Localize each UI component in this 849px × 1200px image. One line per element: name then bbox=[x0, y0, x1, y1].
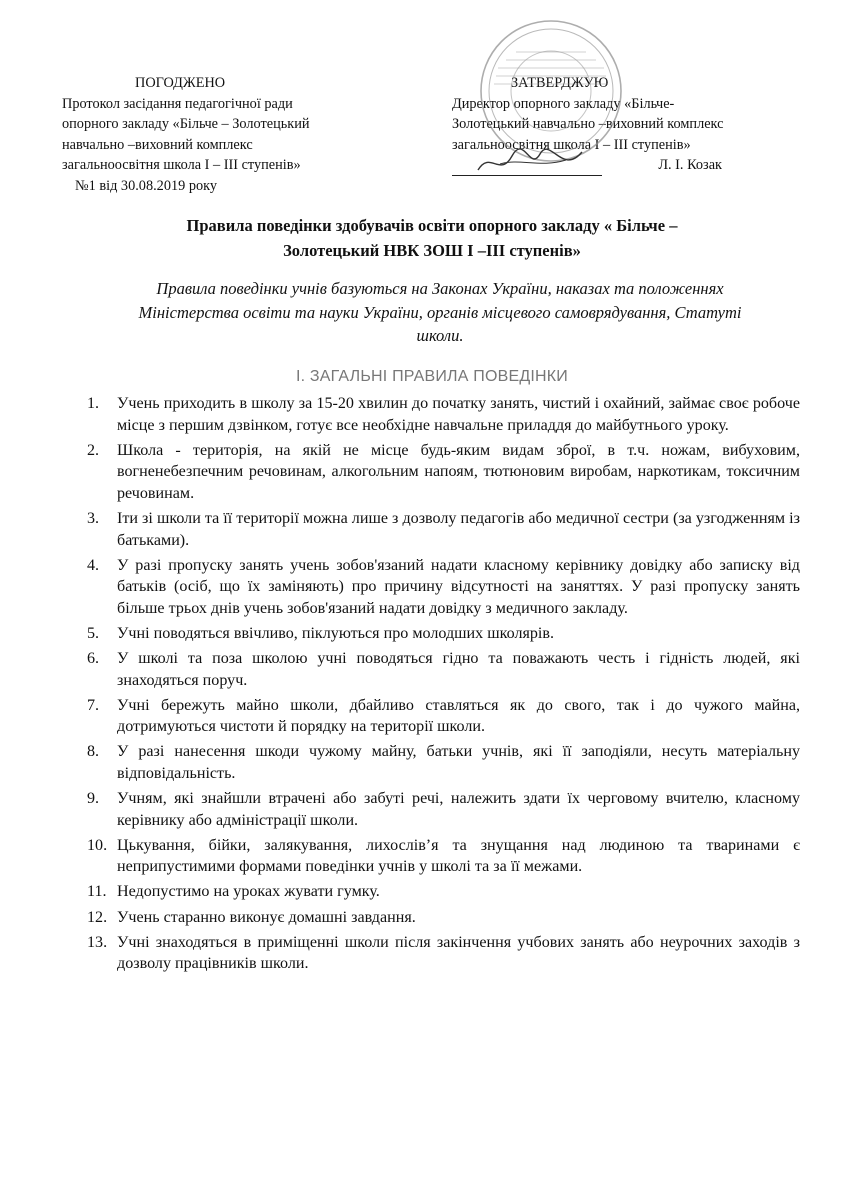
rule-text: У разі пропуску занять учень зобов'язаний надати класному керівнику довідку або записку від батьків (осіб, що їх заміняють) про причину відсутності на заняттях. У разі пропуску занять більше трьох днів учень зобов'язаний надати довідку з медичного закладу. bbox=[117, 556, 800, 617]
rule-number: 4. bbox=[87, 556, 100, 574]
document-title-line-1: Правила поведінки здобувачів освіти опорного закладу « Більче – bbox=[186, 216, 678, 235]
approval-left-line: загальноосвітня школа І – ІІІ ступенів» bbox=[62, 157, 301, 173]
rule-number: 5. bbox=[87, 624, 100, 642]
approval-left-line: опорного закладу «Більче – Золотецький bbox=[62, 116, 310, 132]
rule-item bbox=[87, 623, 800, 645]
rule-item bbox=[87, 788, 800, 831]
rule-number: 13. bbox=[87, 933, 108, 951]
rule-text: Недопустимо на уроках жувати гумку. bbox=[117, 883, 380, 901]
rule-item bbox=[87, 835, 800, 878]
document-title bbox=[62, 213, 802, 263]
rule-item bbox=[87, 440, 800, 505]
rule-number: 8. bbox=[87, 743, 100, 761]
rule-number: 7. bbox=[87, 696, 100, 714]
rule-text: У разі нанесення шкоди чужому майну, батьки учнів, які її заподіяли, несуть матеріальну відповідальність. bbox=[117, 743, 800, 782]
rule-text: Учні бережуть майно школи, дбайливо ставляться як до свого, так і до чужого майна, дотримуються чистоти й порядку на території школи. bbox=[117, 696, 800, 736]
rule-number: 1. bbox=[87, 395, 100, 412]
rule-text: Учень старанно виконує домашні завдання. bbox=[117, 908, 416, 926]
rule-number: 9. bbox=[87, 790, 100, 808]
rule-text: Учні поводяться ввічливо, піклуються про молодших школярів. bbox=[117, 624, 555, 642]
approval-left-block bbox=[62, 73, 392, 196]
rule-number: 10. bbox=[87, 836, 108, 854]
rule-text: Учням, які знайшли втрачені або забуті речі, належить здати їх черговому вчителю, класному керівнику або адміністрації школи. bbox=[117, 790, 800, 829]
approval-left-protocol-date: №1 від 30.08.2019 року bbox=[75, 177, 218, 194]
approval-right-title: ЗАТВЕРДЖУЮ bbox=[511, 75, 609, 91]
rule-item bbox=[87, 695, 800, 738]
section-heading: I. ЗАГАЛЬНІ ПРАВИЛА ПОВЕДІНКИ bbox=[295, 368, 569, 385]
rule-text: Іти зі школи та її території можна лише з дозволу педагогів або медичної сестри (за узгодженням із батьками). bbox=[117, 509, 800, 549]
intro-paragraph: Правила поведінки учнів базуються на Законах України, наказах та положеннях Міністерства освіти та науки України, органів місцевого самоврядування, Статуті школи. bbox=[138, 279, 742, 345]
rule-item bbox=[87, 555, 800, 620]
rule-text: Школа - територія, на якій не місце будь-яким видам зброї, в т.ч. ножам, вибуховим, вогненебезпечним речовинам, алкогольним напоям, тютюновим виробам, наркотикам, токсичним речовинам. bbox=[117, 441, 800, 502]
rules-list bbox=[87, 393, 800, 978]
rule-number: 6. bbox=[87, 650, 100, 668]
approval-right-line: Золотецький навчально –виховний комплекс bbox=[452, 116, 724, 132]
document-title-line-2: Золотецький НВК ЗОШ І –ІІІ ступенів» bbox=[283, 241, 581, 260]
rule-number: 12. bbox=[87, 908, 108, 926]
rule-item bbox=[87, 648, 800, 691]
rule-item bbox=[87, 881, 800, 903]
rule-text: Учень приходить в школу за 15-20 хвилин до початку занять, чистий і охайний, займає своє робоче місце з першим дзвінком, готує все необхідне навчальне приладдя до майбутнього уроку. bbox=[117, 395, 800, 434]
rule-text: Учні знаходяться в приміщенні школи після закінчення учбових занять або неурочних заходів з дозволу працівників школи. bbox=[117, 933, 800, 973]
approval-left-title: ПОГОДЖЕНО bbox=[135, 75, 226, 91]
approval-right-line: загальноосвітня школа І – ІІІ ступенів» bbox=[452, 136, 691, 153]
signer-name: Л. І. Козак bbox=[658, 157, 722, 173]
rule-item bbox=[87, 907, 800, 929]
approval-left-line: Протокол засідання педагогічної ради bbox=[62, 95, 293, 112]
rule-item bbox=[87, 932, 800, 975]
signature-scribble-icon bbox=[470, 142, 590, 182]
rule-number: 11. bbox=[87, 883, 107, 901]
rule-text: У школі та поза школою учні поводяться гідно та поважають честь і гідність людей, які знаходяться поруч. bbox=[117, 650, 800, 689]
rule-text: Цькування, бійки, залякування, лихослів’я та знущання над людиною та тваринами є неприпустимими формами поведінки учнів у школі та за її межами. bbox=[117, 836, 800, 876]
rule-number: 3. bbox=[87, 509, 100, 527]
rule-item bbox=[87, 393, 800, 436]
rule-item bbox=[87, 741, 800, 784]
rule-number: 2. bbox=[87, 441, 100, 459]
rule-item bbox=[87, 508, 800, 551]
approval-right-line: Директор опорного закладу «Більче- bbox=[452, 95, 675, 112]
approval-left-line: навчально –виховний комплекс bbox=[62, 136, 253, 153]
